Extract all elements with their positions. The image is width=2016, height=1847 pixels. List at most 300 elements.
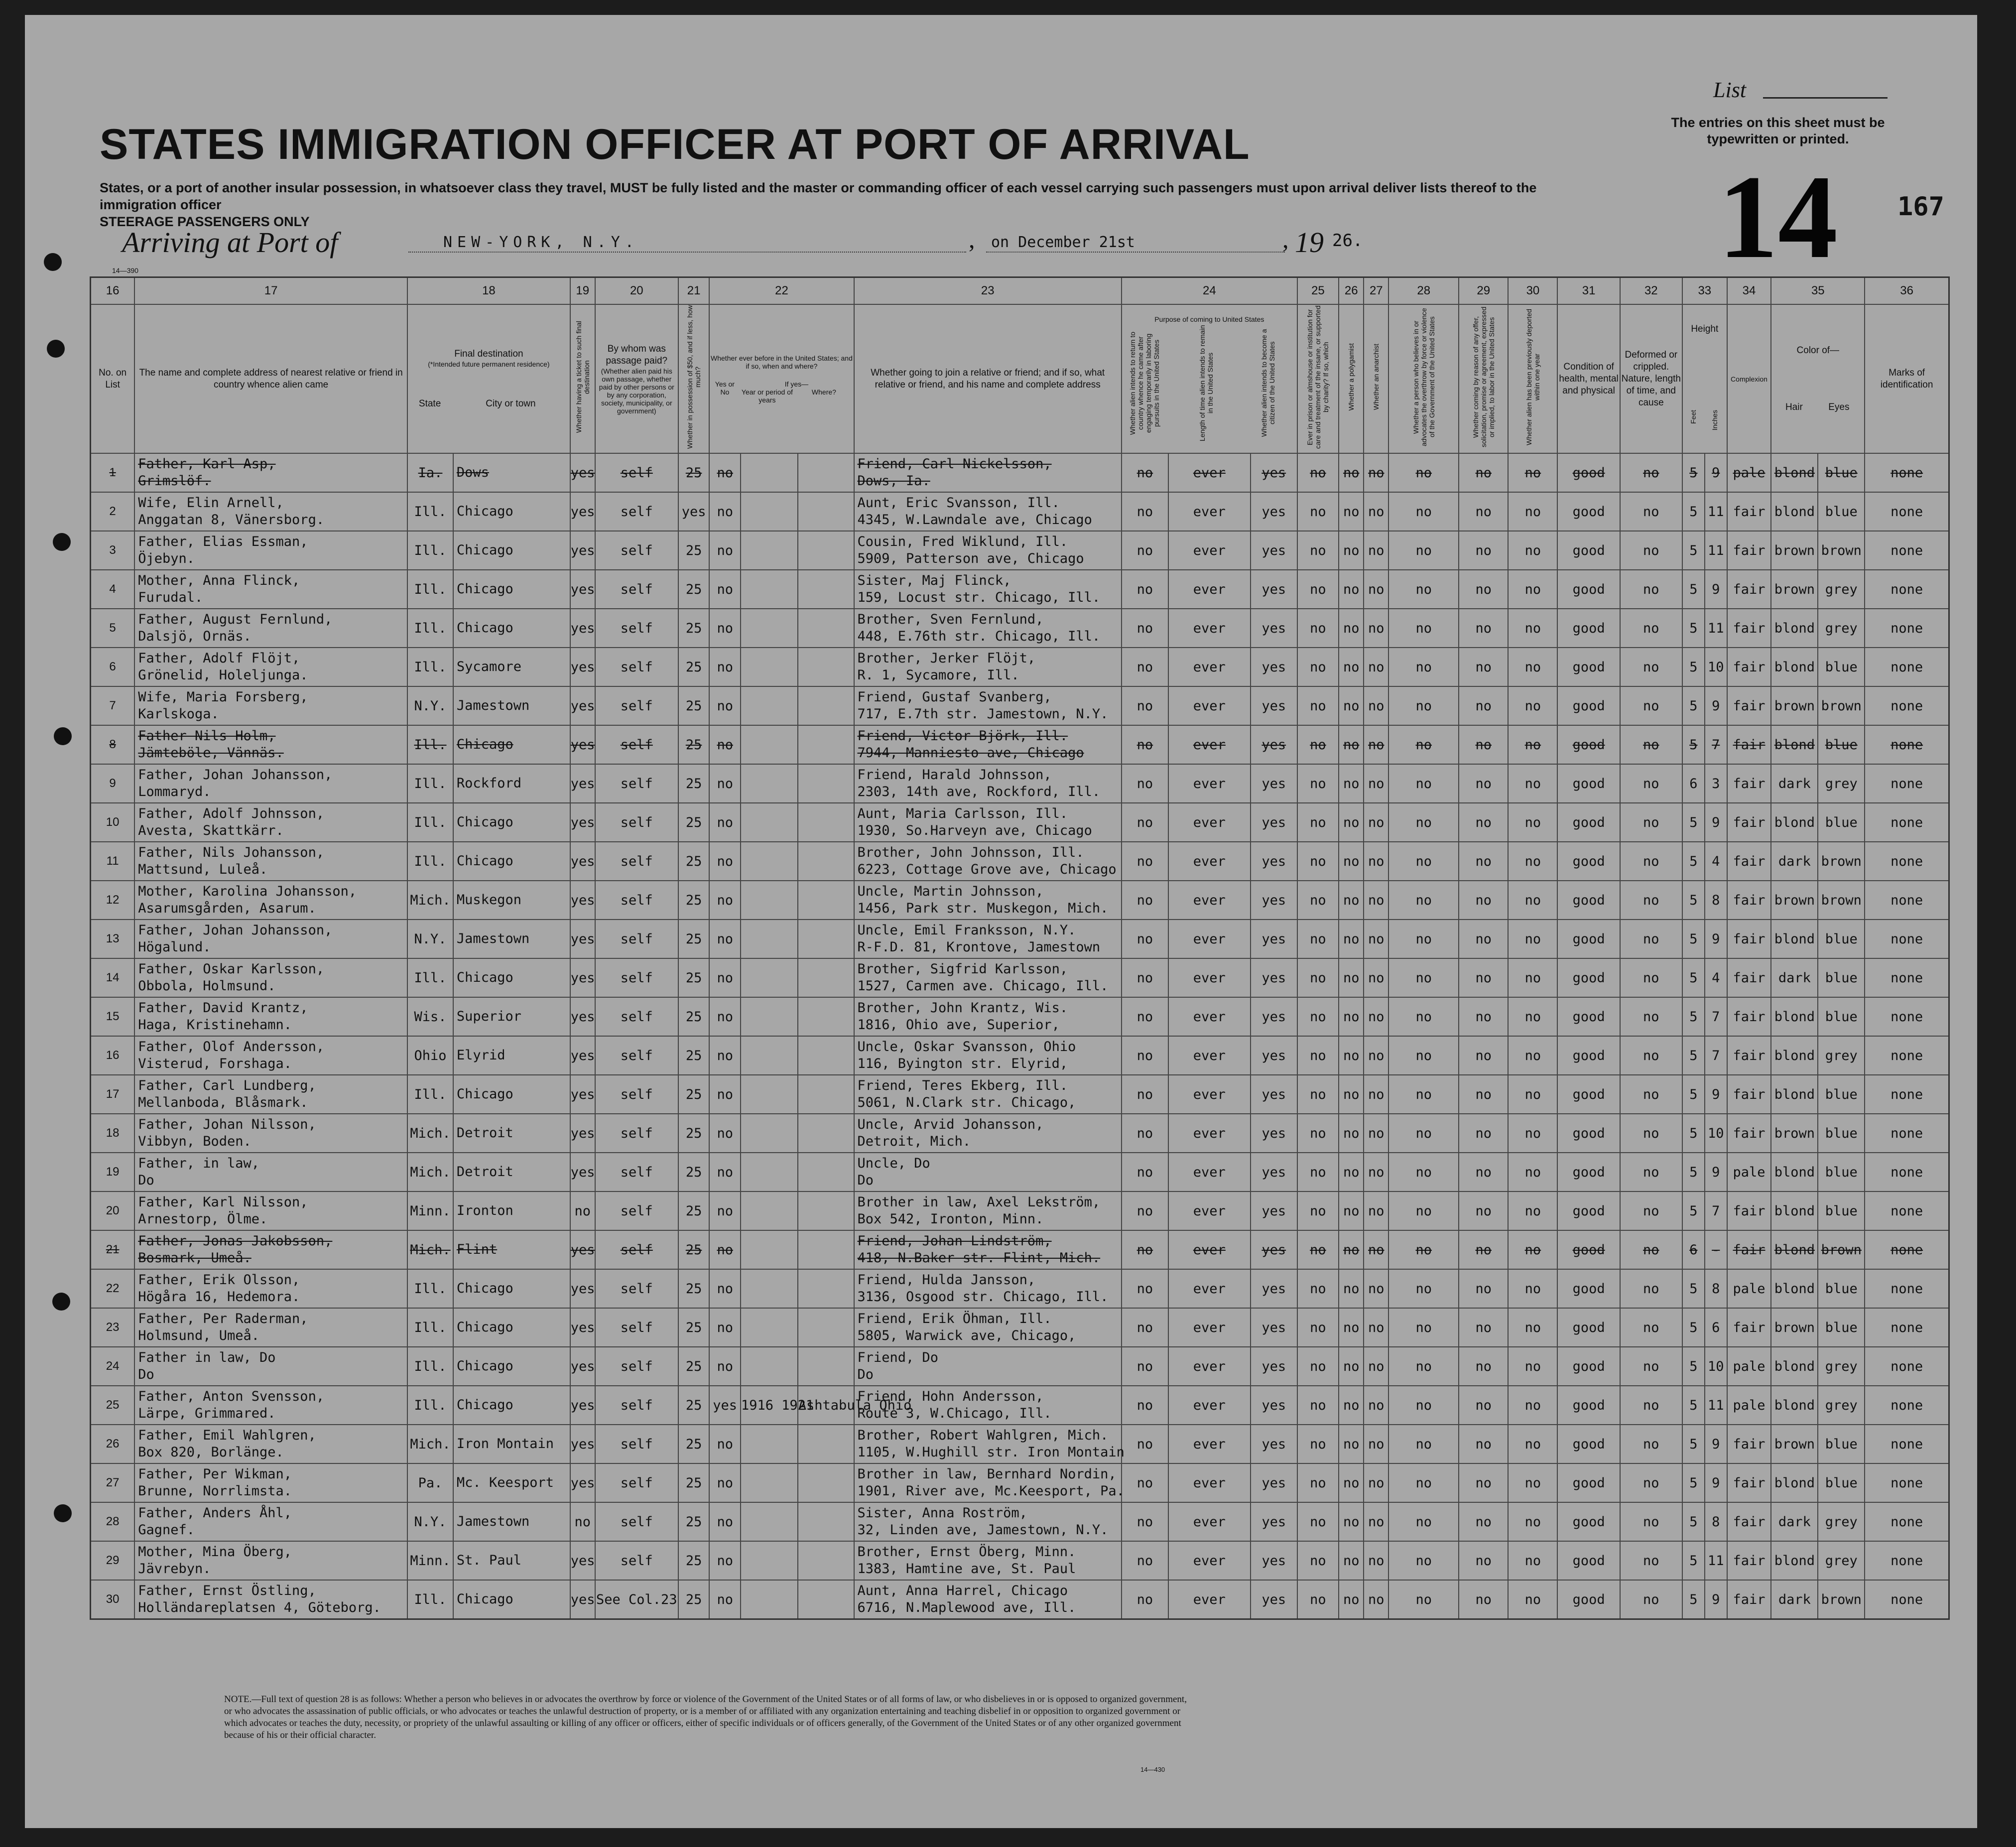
ticket-answer: yes [570,803,595,842]
before-where [798,453,854,492]
height-inches: 11 [1705,531,1727,570]
passenger-row [91,1386,1949,1425]
intends-citizenship: yes [1251,648,1297,686]
destination-state: Ill. [407,1075,453,1114]
deformed-answer: no [1620,531,1682,570]
ticket-answer: yes [570,1153,595,1191]
q28-answer: no [1388,1075,1459,1114]
before-where [798,1075,854,1114]
relative-address-line: Father, Anton Svensson, [138,1389,325,1404]
height-inches: 11 [1705,492,1727,531]
intends-return: no [1122,764,1168,803]
steerage-label: STEERAGE PASSENGERS ONLY [100,214,310,229]
destination-city: Iron Montain [453,1425,570,1463]
hair-color: blond [1771,1075,1818,1114]
before-year [741,609,798,648]
q30-answer: no [1508,958,1557,997]
destination-city: Dows [453,453,570,492]
joining-relative [854,1153,1122,1191]
header-color-split [1771,401,1864,413]
joining-relative [854,1425,1125,1463]
relative-address-line: Father, Anders Åhl, [138,1505,292,1521]
passenger-row [91,609,1949,648]
manifest-table [90,276,1950,1620]
ticket-answer: yes [570,1386,595,1425]
q28-answer: no [1388,531,1459,570]
intends-citizenship: yes [1251,1347,1297,1386]
hair-color: blond [1771,1036,1818,1075]
ticket-answer: yes [570,1075,595,1114]
destination-city: Mc. Keesport [453,1463,570,1502]
complexion-value: pale [1727,1153,1771,1191]
column-number: 26 [1339,277,1364,305]
prison-answer: no [1297,1269,1339,1308]
header-inches-text: Inches [1711,410,1719,431]
header-purpose-c [1246,323,1290,443]
destination-city: Chicago [453,1580,570,1619]
before-where [798,1191,854,1230]
joining-relative [854,803,1122,842]
before-where [798,997,854,1036]
eye-color: grey [1818,570,1865,609]
intends-return: no [1122,609,1168,648]
polygamist-answer: no [1339,920,1364,958]
relative-address [134,803,407,842]
ticket-answer: yes [570,1114,595,1153]
q29-answer: no [1459,570,1508,609]
destination-city: Detroit [453,1114,570,1153]
before-in-us: no [709,842,741,881]
height-feet: 5 [1682,1075,1705,1114]
header-relative: The name and complete address of nearest relative or friend in country whence alien came [134,304,407,453]
column-number: 19 [570,277,595,305]
height-feet: 5 [1682,842,1705,881]
q30-answer: no [1508,648,1557,686]
eye-color: grey [1818,1347,1865,1386]
destination-state: Mich. [407,1114,453,1153]
complexion-value: fair [1727,648,1771,686]
q29-answer: no [1459,1308,1508,1347]
q28-answer: no [1388,570,1459,609]
destination-state: Ohio [407,1036,453,1075]
intends-citizenship: yes [1251,1386,1297,1425]
header-anarchist [1364,304,1388,453]
q28-answer: no [1388,648,1459,686]
money-amount: 25 [678,1386,710,1425]
polygamist-answer: no [1339,725,1364,764]
prison-answer: no [1297,453,1339,492]
height-feet: 5 [1682,1463,1705,1502]
length-of-stay: ever [1168,570,1251,609]
column-number: 32 [1620,277,1682,305]
destination-state: Wis. [407,997,453,1036]
eye-color: grey [1818,1036,1865,1075]
joining-relative-line: Sister, Maj Flinck, [857,573,1011,588]
prison-answer: no [1297,492,1339,531]
before-year [741,1230,798,1269]
relative-address-line: Haga, Kristinehamn. [138,1017,292,1033]
relative-address-line: Grönelid, Holeljunga. [138,667,308,683]
relative-address-line: Jämteböle, Vännäs. [138,745,284,761]
relative-address-line: Father, Johan Johansson, [138,923,333,938]
prison-answer: no [1297,997,1339,1036]
passage-paid-by: self [595,1308,678,1347]
passage-paid-by: self [595,842,678,881]
binder-hole [47,340,65,358]
length-of-stay: ever [1168,920,1251,958]
joining-relative-line: Brother in law, Axel Lekström, [857,1194,1101,1210]
no-on-list: 19 [91,1153,135,1191]
passenger-row [91,803,1949,842]
destination-state: Ill. [407,803,453,842]
passage-paid-by: self [595,764,678,803]
before-in-us: no [709,881,741,920]
joining-relative [854,1541,1122,1580]
q30-answer: no [1508,453,1557,492]
health-condition: good [1557,1425,1620,1463]
q29-answer: no [1459,1191,1508,1230]
header-state: State [418,398,441,409]
height-inches: 4 [1705,842,1727,881]
height-inches: 4 [1705,958,1727,997]
comma-mark: , [969,225,975,253]
complexion-value: fair [1727,1075,1771,1114]
anarchist-answer: no [1364,531,1388,570]
column-number: 22 [709,277,854,305]
header-money [678,304,710,453]
ticket-answer: yes [570,997,595,1036]
joining-relative-line: 1456, Park str. Muskegon, Mich. [857,901,1109,916]
intends-return: no [1122,1269,1168,1308]
complexion-value: fair [1727,1502,1771,1541]
hair-color: blond [1771,1386,1818,1425]
header-hair: Hair [1785,401,1803,412]
hair-color: blond [1771,609,1818,648]
q28-answer: no [1388,1269,1459,1308]
relative-address-line: Lommaryd. [138,784,211,799]
hair-color: blond [1771,453,1818,492]
joining-relative-line: Friend, Hohn Andersson, [857,1389,1044,1404]
polygamist-answer: no [1339,1386,1364,1425]
relative-address-line: Do [138,1367,154,1382]
relative-address-line: Father, Karl Nilsson, [138,1194,308,1210]
q30-answer: no [1508,1580,1557,1619]
q29-answer: no [1459,1502,1508,1541]
passage-paid-by: self [595,881,678,920]
relative-address-line: Furudal. [138,590,203,605]
header-purpose-label: Purpose of coming to United States [1154,315,1264,323]
height-feet: 5 [1682,648,1705,686]
relative-address-line: Jävrebyn. [138,1561,211,1577]
polygamist-answer: no [1339,1463,1364,1502]
hair-color: blond [1771,1347,1818,1386]
destination-city: Sycamore [453,648,570,686]
polygamist-answer: no [1339,1425,1364,1463]
passenger-row [91,725,1949,764]
header-marks: Marks of identification [1865,304,1949,453]
complexion-value: fair [1727,1463,1771,1502]
joining-relative-line: Brother, Robert Wahlgren, Mich. [857,1428,1109,1443]
health-condition: good [1557,531,1620,570]
relative-address-line: Mellanboda, Blåsmark. [138,1095,308,1110]
height-feet: 5 [1682,609,1705,648]
intends-return: no [1122,803,1168,842]
height-inches: 9 [1705,453,1727,492]
q30-answer: no [1508,609,1557,648]
q30-answer: no [1508,1114,1557,1153]
joining-relative-line: Friend, Teres Ekberg, Ill. [857,1078,1068,1093]
height-feet: 5 [1682,492,1705,531]
passenger-row [91,1425,1949,1463]
passage-paid-by: self [595,686,678,725]
relative-address-line: Father, Ernst Östling, [138,1583,316,1598]
q30-answer: no [1508,764,1557,803]
health-condition: good [1557,492,1620,531]
relative-address-line: Holländareplatsen 4, Göteborg. [138,1600,381,1615]
complexion-value: fair [1727,920,1771,958]
destination-state: Ill. [407,725,453,764]
column-number: 33 [1682,277,1727,305]
binder-hole [52,1293,70,1311]
q29-answer: no [1459,1269,1508,1308]
intends-citizenship: yes [1251,492,1297,531]
before-in-us: no [709,1191,741,1230]
height-feet: 5 [1682,531,1705,570]
height-feet: 5 [1682,1114,1705,1153]
money-amount: yes [678,492,710,531]
header-prison [1297,304,1339,453]
header-paid-by-label: By whom was passage paid? [606,343,668,366]
intends-citizenship: yes [1251,686,1297,725]
q30-answer: no [1508,492,1557,531]
header-if-yes: If yes— [784,380,809,388]
before-year [741,1580,798,1619]
joining-relative [854,1308,1122,1347]
q28-answer: no [1388,1308,1459,1347]
height-feet: 6 [1682,1230,1705,1269]
relative-address [134,1308,407,1347]
passage-paid-by: self [595,1191,678,1230]
joining-relative-line: Friend, Gustaf Svanberg, [857,689,1052,705]
intends-return: no [1122,686,1168,725]
joining-relative [854,920,1122,958]
hair-color: blond [1771,1269,1818,1308]
ticket-answer: yes [570,1308,595,1347]
hair-color: blond [1771,1463,1818,1502]
health-condition: good [1557,570,1620,609]
column-number: 25 [1297,277,1339,305]
height-inches: - [1705,1230,1727,1269]
height-inches: 9 [1705,1153,1727,1191]
ticket-answer: yes [570,958,595,997]
destination-city: Rockford [453,764,570,803]
before-in-us: no [709,725,741,764]
length-of-stay: ever [1168,997,1251,1036]
intends-return: no [1122,648,1168,686]
anarchist-answer: no [1364,1153,1388,1191]
money-amount: 25 [678,1502,710,1541]
q29-answer: no [1459,531,1508,570]
joining-relative [854,1386,1122,1425]
before-where: Ashtabula Ohio [798,1386,854,1425]
eye-color: blue [1818,1075,1865,1114]
height-feet: 5 [1682,686,1705,725]
arrival-line [100,222,1569,262]
length-of-stay: ever [1168,958,1251,997]
passage-paid-by: self [595,453,678,492]
height-feet: 5 [1682,803,1705,842]
length-of-stay: ever [1168,842,1251,881]
q29-answer: no [1459,725,1508,764]
anarchist-answer: no [1364,686,1388,725]
prison-answer: no [1297,1502,1339,1541]
relative-address [134,997,407,1036]
q30-answer: no [1508,1308,1557,1347]
intends-return: no [1122,997,1168,1036]
q29-answer: no [1459,1541,1508,1580]
passenger-row [91,1308,1949,1347]
comma-mark: , [1282,225,1289,253]
relative-address-line: Father, Jonas Jakobsson, [138,1233,333,1249]
before-in-us: no [709,958,741,997]
q30-answer: no [1508,881,1557,920]
q28-answer: no [1388,764,1459,803]
column-header-row [91,304,1949,453]
money-amount: 25 [678,1580,710,1619]
column-number: 35 [1771,277,1865,305]
complexion-value: fair [1727,570,1771,609]
joining-relative-line: Brother, Ernst Öberg, Minn. [857,1544,1076,1560]
destination-state: Mich. [407,1425,453,1463]
relative-address-line: Wife, Elin Arnell, [138,495,284,511]
length-of-stay: ever [1168,803,1251,842]
anarchist-answer: no [1364,1541,1388,1580]
destination-state: Ill. [407,764,453,803]
complexion-value: pale [1727,1269,1771,1308]
prison-answer: no [1297,1463,1339,1502]
no-on-list: 10 [91,803,135,842]
intends-return: no [1122,1580,1168,1619]
eye-color: blue [1818,453,1865,492]
identification-marks: none [1865,764,1949,803]
height-inches: 6 [1705,1308,1727,1347]
complexion-value: fair [1727,1114,1771,1153]
footnote: NOTE.—Full text of question 28 is as follows: Whether a person who believes in or advocates the overthrow by force or violence of the Government of the United States or of all forms of law, or who disbelieves in or is opposed to organized government, or who advocates the assassination of public officials, or who advocates or teaches the unlawful destruction of property, or is a member of or affiliated with any organization entertaining and teaching disbelief in or opposition to organized government or which advocates or teaches the duty, necessity, or propriety of the unlawful assaulting or killing of any officer or officers, either of specific individuals or of officers generally, of the Government of the United States or of any other organized government because of his or their official character. [224,1694,1187,1740]
joining-relative-line: Route 3, W.Chicago, Ill. [857,1406,1052,1421]
passage-paid-by: self [595,920,678,958]
q28-answer: no [1388,1230,1459,1269]
height-feet: 5 [1682,1425,1705,1463]
anarchist-answer: no [1364,1269,1388,1308]
destination-city: St. Paul [453,1541,570,1580]
length-of-stay: ever [1168,1191,1251,1230]
anarchist-answer: no [1364,453,1388,492]
joining-relative [854,958,1122,997]
relative-address [134,492,407,531]
identification-marks: none [1865,1308,1949,1347]
before-where [798,1541,854,1580]
before-in-us: no [709,492,741,531]
before-year [741,453,798,492]
q30-answer: no [1508,686,1557,725]
relative-address [134,1463,407,1502]
joining-relative-line: R. 1, Sycamore, Ill. [857,667,1019,683]
joining-relative-line: 32, Linden ave, Jamestown, N.Y. [857,1522,1109,1538]
header-purpose-b [1167,323,1246,443]
before-where [798,1036,854,1075]
deformed-answer: no [1620,1308,1682,1347]
destination-state: Ill. [407,1308,453,1347]
destination-city: Chicago [453,492,570,531]
intends-return: no [1122,1425,1168,1463]
before-year [741,920,798,958]
ticket-answer: yes [570,1463,595,1502]
header-before-us-label: Whether ever before in the United States; and if so, when and where? [711,354,853,370]
eye-color: blue [1818,997,1865,1036]
q30-answer: no [1508,842,1557,881]
prison-answer: no [1297,803,1339,842]
money-amount: 25 [678,1153,710,1191]
before-year [741,1114,798,1153]
header-q30-text: Whether alien has been previously deported within one year [1524,309,1541,445]
before-where [798,1463,854,1502]
passage-paid-by: self [595,1502,678,1541]
length-of-stay: ever [1168,1036,1251,1075]
before-in-us: no [709,1153,741,1191]
passage-paid-by: self [595,1075,678,1114]
intends-citizenship: yes [1251,803,1297,842]
before-year [741,881,798,920]
relative-address [134,1114,407,1153]
complexion-value: pale [1727,1347,1771,1386]
relative-address-line: Father, Erik Olsson, [138,1272,300,1288]
before-year [741,1541,798,1580]
q29-answer: no [1459,881,1508,920]
q29-answer: no [1459,842,1508,881]
joining-relative-line: Box 542, Ironton, Minn. [857,1211,1044,1227]
relative-address [134,958,407,997]
deformed-answer: no [1620,842,1682,881]
complexion-value: fair [1727,881,1771,920]
q29-answer: no [1459,997,1508,1036]
money-amount: 25 [678,1541,710,1580]
height-inches: 9 [1705,1425,1727,1463]
eye-color: blue [1818,648,1865,686]
identification-marks: none [1865,1153,1949,1191]
deformed-answer: no [1620,997,1682,1036]
header-q30 [1508,304,1557,453]
complexion-value: fair [1727,1036,1771,1075]
no-on-list: 15 [91,997,135,1036]
before-where [798,1308,854,1347]
polygamist-answer: no [1339,1075,1364,1114]
intends-citizenship: yes [1251,842,1297,881]
length-of-stay: ever [1168,1153,1251,1191]
joining-relative-line: Uncle, Emil Franksson, N.Y. [857,923,1076,938]
ticket-answer: yes [570,648,595,686]
q29-answer: no [1459,1347,1508,1386]
hair-color: blond [1771,1191,1818,1230]
no-on-list: 16 [91,1036,135,1075]
destination-state: Ill. [407,1580,453,1619]
money-amount: 25 [678,1308,710,1347]
height-feet: 5 [1682,1269,1705,1308]
polygamist-answer: no [1339,609,1364,648]
relative-address-line: Father, August Fernlund, [138,612,333,627]
before-in-us: no [709,609,741,648]
deformed-answer: no [1620,1191,1682,1230]
q30-answer: no [1508,920,1557,958]
